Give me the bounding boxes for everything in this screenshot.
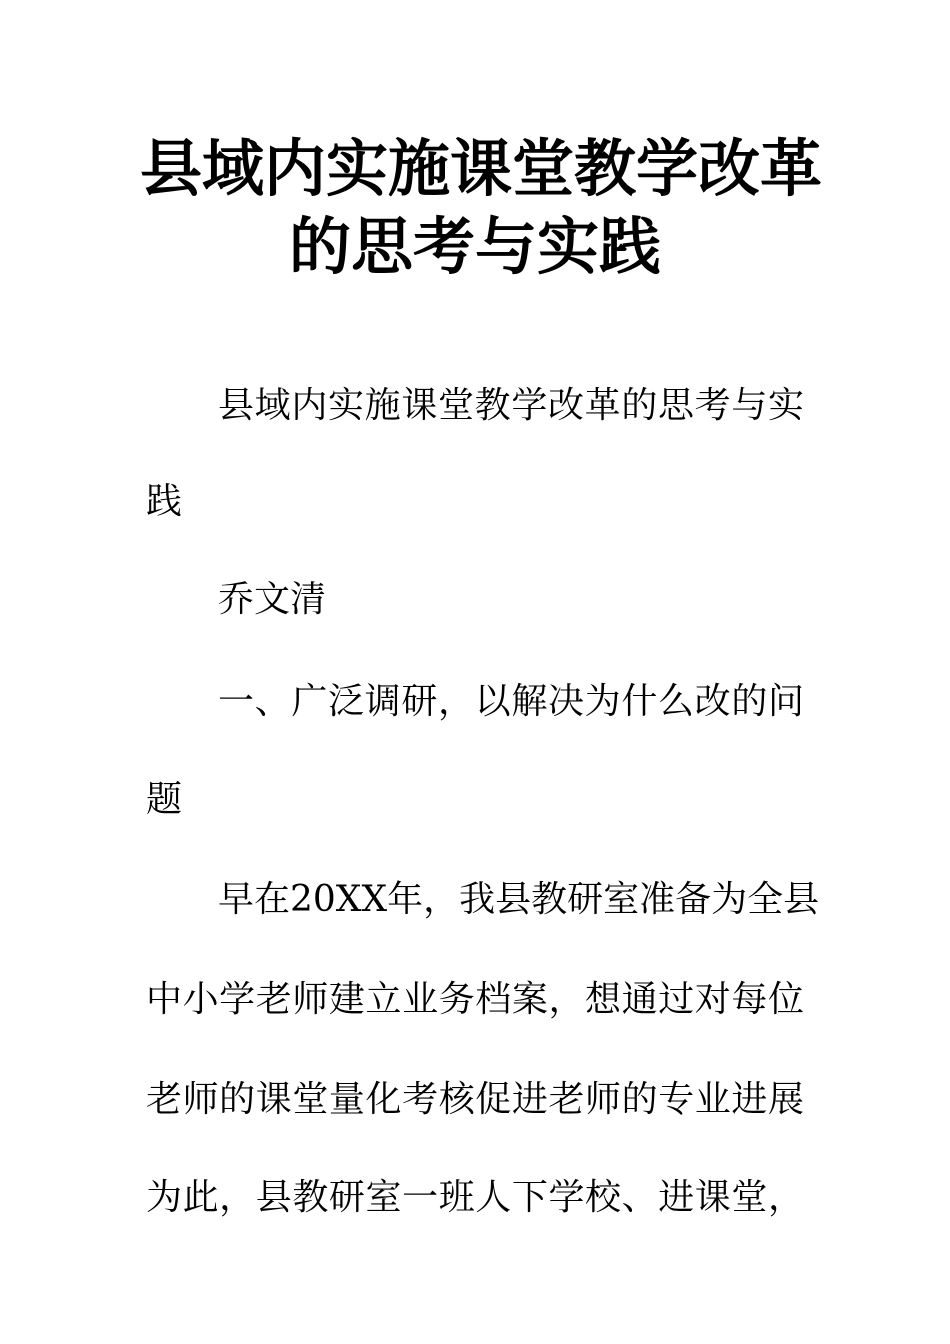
body-line-subtitle-part-2: 践: [146, 481, 183, 522]
document-title-line-2: 的思考与实践: [288, 210, 661, 283]
paragraph-line-2: 中小学老师建立业务档案，想通过对每位: [146, 979, 804, 1020]
paragraph-line-3: 老师的课堂量化考核促进老师的专业进展: [146, 1079, 804, 1120]
section-heading-1-part-2: 题: [146, 779, 183, 820]
paragraph-line-4: 为此，县教研室一班人下学校、进课堂，: [146, 1177, 804, 1218]
paragraph-line-1: 早在20XX年，我县教研室准备为全县: [218, 879, 820, 920]
body-line-subtitle-part-1: 县域内实施课堂教学改革的思考与实: [218, 385, 804, 426]
author-name: 乔文清: [218, 579, 327, 620]
section-heading-1-part-1: 一、广泛调研，以解决为什么改的问: [218, 681, 804, 722]
document-title-line-1: 县域内实施课堂教学改革: [140, 132, 823, 205]
